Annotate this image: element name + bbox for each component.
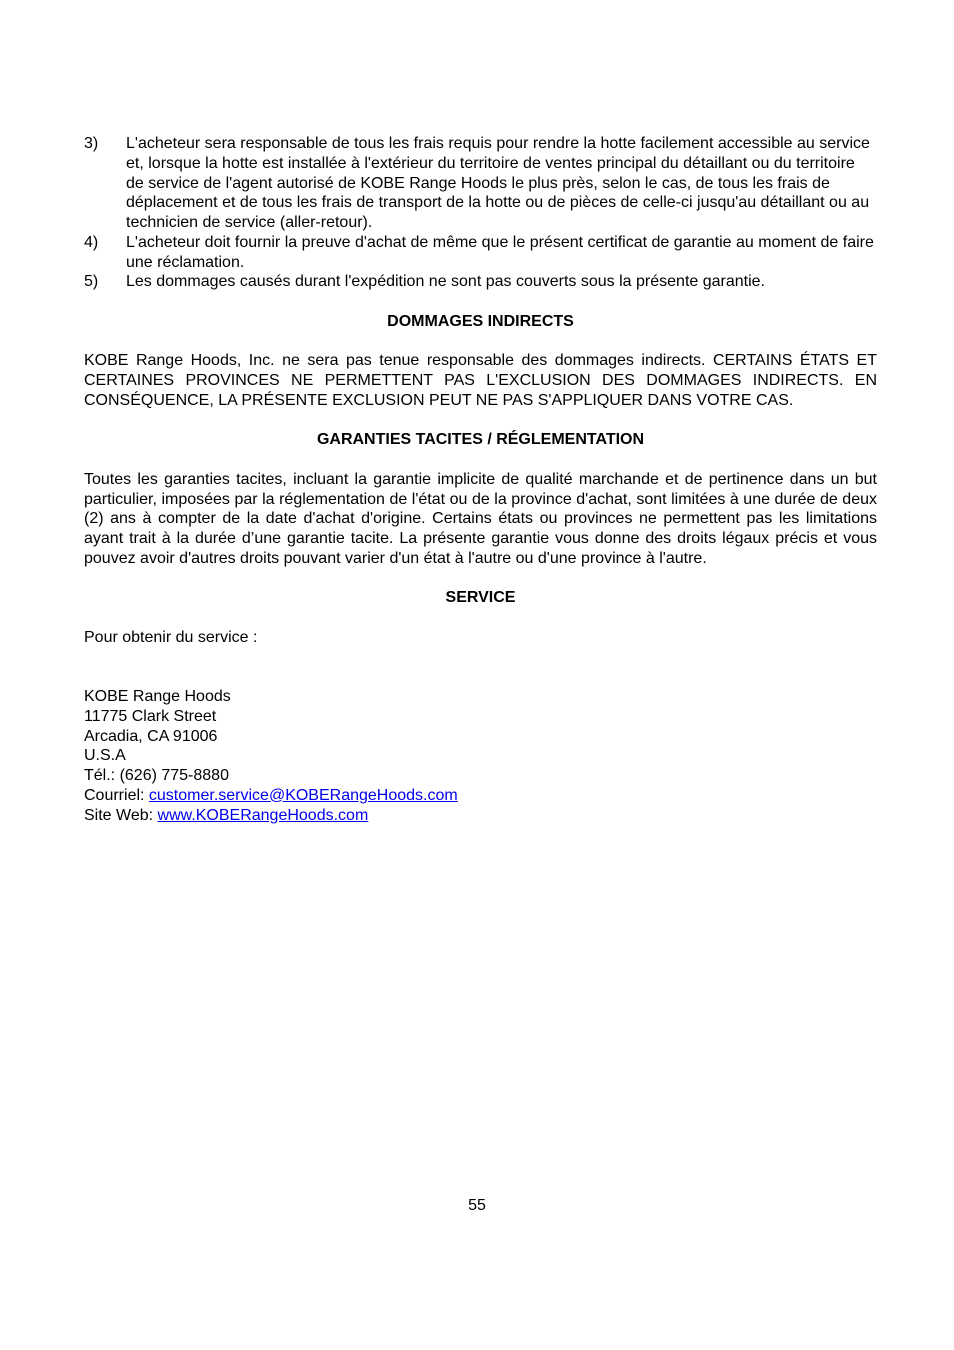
list-item-text: L'acheteur doit fournir la preuve d'achat de même que le présent certificat de garantie au moment de faire une réclamation.: [126, 233, 874, 271]
website-label: Site Web:: [84, 806, 158, 824]
list-item-number: 3): [84, 135, 99, 152]
indirect-damages-heading: DOMMAGES INDIRECTS: [387, 312, 574, 330]
indirect-damages-paragraph: KOBE Range Hoods, Inc. ne sera pas tenue responsable des dommages indirects. CERTAINS ÉTATS ET CERTAINES PROVINCES NE PERMETTENT PAS L'EXCLUSION DES DOMMAGES INDIRECTS. EN CONSÉQUENCE, LA PRÉSENTE EXCLUSION PEUT NE PAS S'APPLIQUER DANS VOTRE CAS.: [84, 352, 877, 409]
implied-warranties-paragraph: Toutes les garanties tacites, incluant la garantie implicite de qualité marchande et de pertinence dans un but particulier, imposées par la réglementation de l'état ou de la province d'achat, sont limitées à une durée de deux (2) ans à compter de la date d'achat d'origine. Certains états ou provinces ne permettent pas les limitations ayant trait à la durée d’une garantie tacite. La présente garantie vous donne des droits légaux précis et vous pouvez avoir d'autres droits pouvant varier d'un état à l'autre ou d'une province à l'autre.: [84, 470, 877, 567]
implied-warranties-heading: GARANTIES TACITES / RÉGLEMENTATION: [316, 431, 645, 449]
service-address-block: [84, 687, 877, 825]
email-label: Courriel:: [84, 786, 149, 804]
list-item: [84, 134, 877, 233]
warranty-conditions-list: [84, 134, 877, 292]
list-item-number: 4): [84, 233, 99, 251]
list-item-text: L'acheteur sera responsable de tous les frais requis pour rendre la hotte facilement accessible au service et, lorsque la hotte est installée à l'extérieur du territoire de ventes principal du détaillant ou du territoire de service de l'agent autorisé de KOBE Range Hoods le plus près, selon le cas, de tous les frais de déplacement et de tous les frais de transport de la hotte ou de pièces de celle-ci jusqu'au détaillant ou au technicien de service (aller-retour).: [126, 135, 870, 231]
email-link[interactable]: customer.service@KOBERangeHoods.com: [148, 786, 458, 804]
city-address: Arcadia, CA 91006: [84, 727, 218, 745]
document-page: [84, 134, 877, 825]
website-link[interactable]: www.KOBERangeHoods.com: [157, 806, 369, 824]
company-name: KOBE Range Hoods: [84, 688, 231, 705]
list-item-text: Les dommages causés durant l'expédition ne sont pas couverts sous la présente garantie.: [126, 273, 765, 291]
email-line: [84, 786, 877, 806]
list-item: [84, 272, 877, 292]
country: U.S.A: [84, 747, 126, 765]
list-item-number: 5): [84, 273, 99, 291]
website-line: [84, 806, 877, 826]
service-heading: SERVICE: [445, 589, 516, 607]
service-intro: Pour obtenir du service :: [84, 628, 258, 646]
phone-number: Tél.: (626) 775-8880: [84, 767, 229, 784]
page-number: 55: [468, 1197, 486, 1214]
list-item: [84, 233, 877, 273]
street-address: 11775 Clark Street: [84, 707, 217, 725]
